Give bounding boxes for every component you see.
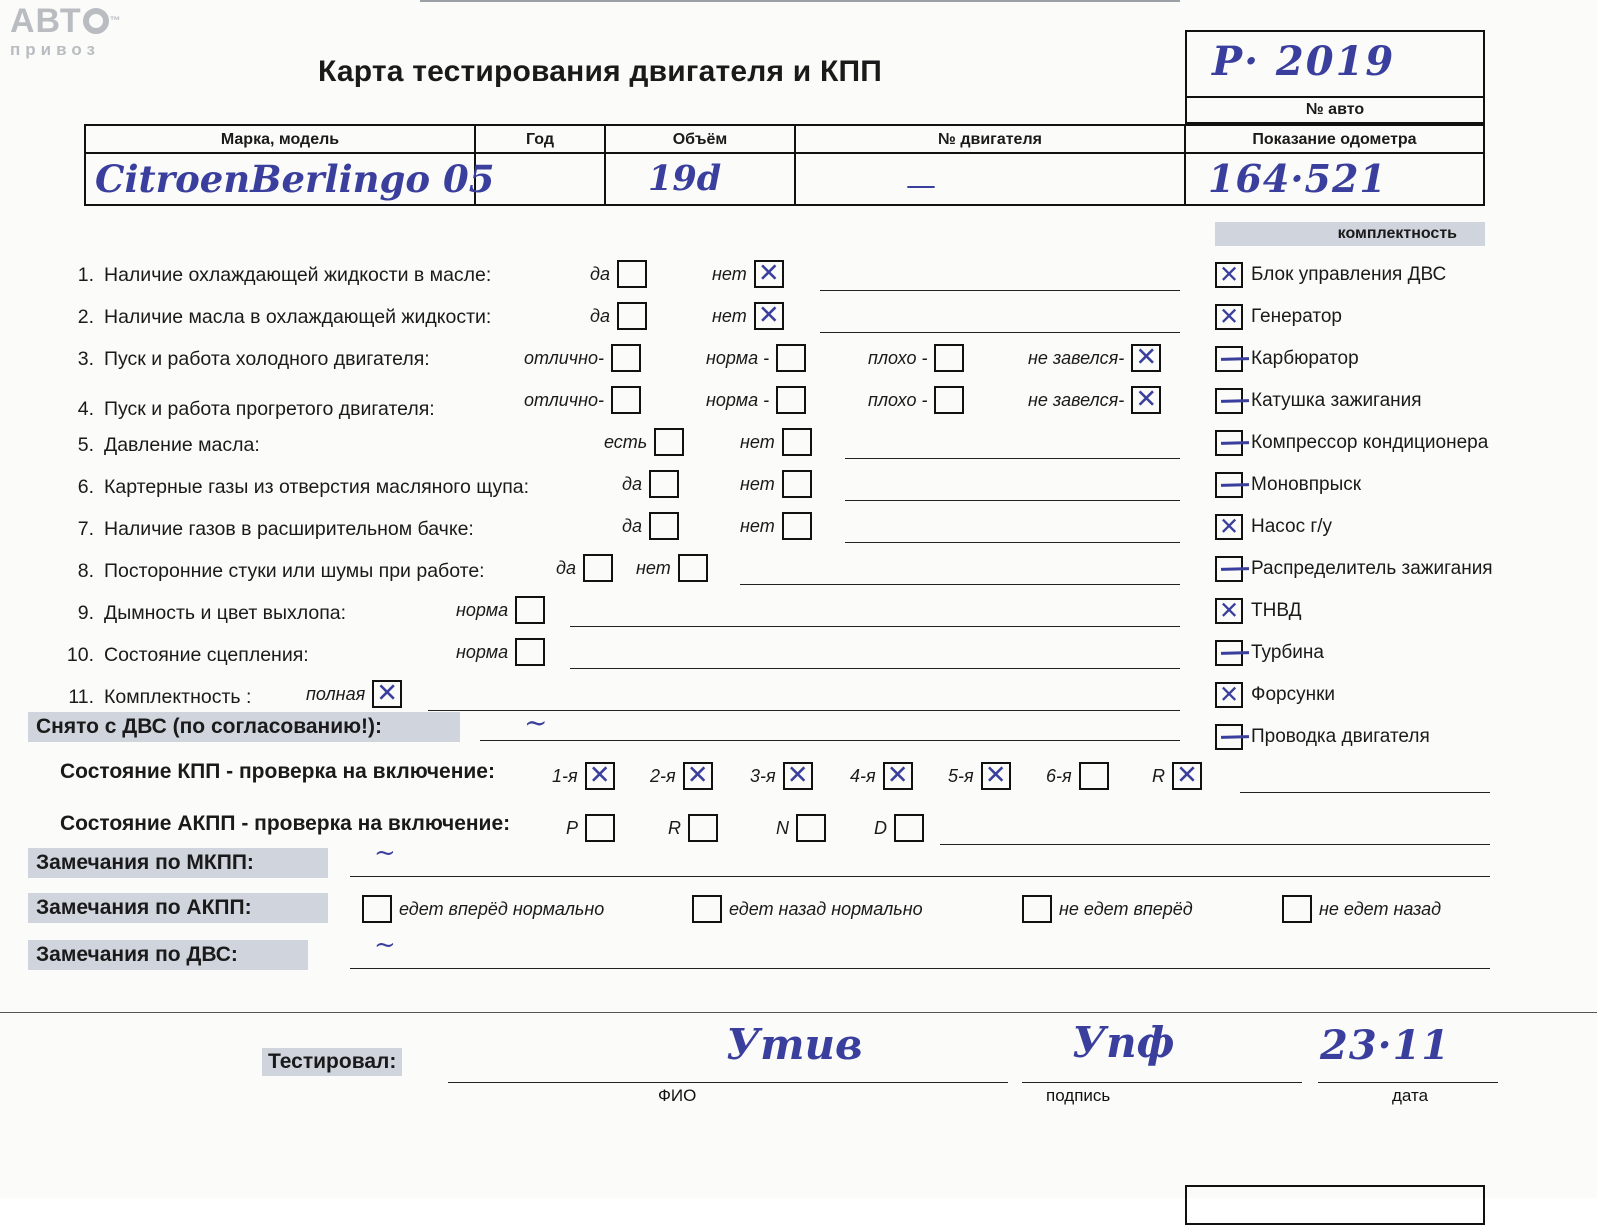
komplektnost-title: комплектность <box>1215 222 1485 246</box>
gear-r-label: R <box>1152 765 1165 786</box>
question-5 <box>60 428 260 462</box>
akpp-note-1-checkbox[interactable] <box>692 895 722 923</box>
akpp-note-0-label: едет вперёд нормально <box>399 898 605 919</box>
header-cell-year <box>476 126 606 204</box>
q3-option-bad[interactable] <box>868 344 964 372</box>
gear-3-checkbox[interactable] <box>783 762 813 790</box>
question-5-label: Давление масла: <box>104 433 260 456</box>
q5-option-no[interactable] <box>740 428 812 456</box>
komplektnost-checkbox-11[interactable] <box>1215 724 1243 750</box>
q7-no-label: нет <box>740 515 775 536</box>
akpp-note-3[interactable] <box>1282 895 1441 923</box>
q6-option-no[interactable] <box>740 470 812 498</box>
q8-yes-checkbox[interactable] <box>583 554 613 582</box>
question-2 <box>60 300 491 334</box>
q7-write-line <box>845 542 1180 543</box>
q4-bad-label: плохо - <box>868 389 928 410</box>
komplektnost-item-1[interactable] <box>1215 302 1342 332</box>
q11-full-label: полная <box>306 683 366 704</box>
question-7-label: Наличие газов в расширительном бачке: <box>104 517 474 540</box>
komplektnost-item-2[interactable] <box>1215 344 1359 374</box>
section-zam-mkpp-label: Замечания по МКПП: <box>28 848 328 878</box>
q2-yes-checkbox[interactable] <box>617 302 647 330</box>
q7-option-yes[interactable] <box>622 512 679 540</box>
question-8-number: 8. <box>77 559 94 582</box>
question-9-label: Дымность и цвет выхлопа: <box>104 601 347 624</box>
komplektnost-checkbox-0[interactable] <box>1215 262 1243 288</box>
komplektnost-checkbox-10[interactable] <box>1215 682 1243 708</box>
snyato-handwritten-mark: ~ <box>524 706 548 739</box>
akpp-r[interactable] <box>668 814 718 842</box>
kpp-write-line <box>1240 792 1490 793</box>
q4-excellent-label: отлично- <box>524 389 604 410</box>
top-rule <box>420 0 1180 2</box>
question-1-label: Наличие охлаждающей жидкости в масле: <box>104 263 492 286</box>
q5-option-yes[interactable] <box>604 428 684 456</box>
gear-1-label: 1-я <box>552 765 578 786</box>
komplektnost-checkbox-9[interactable] <box>1215 640 1243 666</box>
q3-nostart-checkbox[interactable] <box>1131 344 1161 372</box>
q4-option-normal[interactable] <box>706 386 806 414</box>
fio-caption: ФИО <box>658 1086 697 1105</box>
q4-bad-checkbox[interactable] <box>934 386 964 414</box>
logo-ring-icon <box>83 8 109 34</box>
gear-2[interactable] <box>650 762 713 790</box>
date-value: 23·11 <box>1320 1022 1451 1069</box>
q8-no-label: нет <box>636 557 671 578</box>
komplektnost-item-8[interactable] <box>1215 596 1301 626</box>
akpp-d-label: D <box>874 817 887 838</box>
komplektnost-label-1: Генератор <box>1251 306 1342 327</box>
q4-nostart-label: не завелся- <box>1028 389 1125 410</box>
akpp-note-2[interactable] <box>1022 895 1193 923</box>
tested-by-label: Тестировал: <box>262 1048 402 1076</box>
fio-write-line <box>448 1082 1008 1083</box>
q1-yes-checkbox[interactable] <box>617 260 647 288</box>
q2-no-label: нет <box>712 305 747 326</box>
value-volume: 19d <box>648 158 722 199</box>
q9-option-normal[interactable] <box>456 596 545 624</box>
q5-no-checkbox[interactable] <box>782 428 812 456</box>
gear-6-checkbox[interactable] <box>1079 762 1109 790</box>
akpp-d-checkbox[interactable] <box>894 814 924 842</box>
komplektnost-label-5: Моновпрыск <box>1251 474 1362 495</box>
q10-option-normal[interactable] <box>456 638 545 666</box>
q7-yes-checkbox[interactable] <box>649 512 679 540</box>
question-11-number: 11. <box>68 685 94 708</box>
komplektnost-checkbox-6[interactable] <box>1215 514 1243 540</box>
q8-option-yes[interactable] <box>556 554 613 582</box>
akpp-write-line <box>940 844 1490 845</box>
q6-write-line <box>845 500 1180 501</box>
q4-option-nostart[interactable] <box>1028 386 1161 414</box>
zam-mkpp-write-line <box>350 876 1490 877</box>
header-col-volume: Объём <box>606 126 794 154</box>
akpp-n-label: N <box>776 817 789 838</box>
q8-yes-label: да <box>556 557 576 578</box>
question-6 <box>60 470 529 504</box>
q4-option-bad[interactable] <box>868 386 964 414</box>
header-val-engine-no <box>796 154 1184 204</box>
q6-no-checkbox[interactable] <box>782 470 812 498</box>
date-caption: дата <box>1392 1086 1429 1105</box>
komplektnost-item-3[interactable] <box>1215 386 1422 416</box>
gear-4[interactable] <box>850 762 913 790</box>
komplektnost-label-7: Распределитель зажигания <box>1251 558 1493 579</box>
akpp-note-1[interactable] <box>692 895 923 923</box>
bottom-box <box>1185 1185 1485 1225</box>
q4-excellent-checkbox[interactable] <box>611 386 641 414</box>
q3-bad-label: плохо - <box>868 347 928 368</box>
q8-no-checkbox[interactable] <box>678 554 708 582</box>
q3-option-nostart[interactable] <box>1028 344 1161 372</box>
question-3 <box>60 342 430 376</box>
header-col-odometer: Показание одометра <box>1186 126 1483 154</box>
avtoprivoz-logo <box>10 4 160 66</box>
q3-nostart-label: не завелся- <box>1028 347 1125 368</box>
question-10-number: 10. <box>66 643 94 666</box>
q1-write-line <box>820 290 1180 291</box>
q7-option-no[interactable] <box>740 512 812 540</box>
akpp-r-label: R <box>668 817 681 838</box>
question-4-number: 4. <box>77 397 94 420</box>
zam-mkpp-handwritten-mark: ~ <box>374 838 396 868</box>
q5-yes-label: есть <box>604 431 648 452</box>
q2-option-yes[interactable] <box>590 302 647 330</box>
signature-value: Упф <box>1072 1018 1175 1067</box>
question-8-label: Посторонние стуки или шумы при работе: <box>104 559 485 582</box>
question-9 <box>60 596 346 630</box>
plate-number-label: № авто <box>1185 98 1485 124</box>
logo-line2: привоз <box>10 40 100 59</box>
komplektnost-label-11: Проводка двигателя <box>1251 726 1430 747</box>
q6-yes-label: да <box>622 473 642 494</box>
gear-5-label: 5-я <box>948 765 974 786</box>
gear-4-checkbox[interactable] <box>883 762 913 790</box>
question-3-label: Пуск и работа холодного двигателя: <box>104 347 430 370</box>
q9-normal-label: норма <box>456 599 509 620</box>
gear-6[interactable] <box>1046 762 1109 790</box>
question-9-number: 9. <box>77 601 94 624</box>
komplektnost-item-10[interactable] <box>1215 680 1335 710</box>
logo-text-avt: АВТ <box>10 2 82 40</box>
q1-option-yes[interactable] <box>590 260 647 288</box>
akpp-r-checkbox[interactable] <box>688 814 718 842</box>
gear-2-checkbox[interactable] <box>683 762 713 790</box>
gear-1[interactable] <box>552 762 615 790</box>
komplektnost-label-10: Форсунки <box>1251 684 1335 705</box>
komplektnost-checkbox-8[interactable] <box>1215 598 1243 624</box>
komplektnost-checkbox-1[interactable] <box>1215 304 1243 330</box>
q5-write-line <box>845 458 1180 459</box>
header-col-year: Год <box>476 126 604 154</box>
question-10 <box>60 638 309 672</box>
question-1 <box>60 258 491 292</box>
date-write-line <box>1318 1082 1498 1083</box>
q6-yes-checkbox[interactable] <box>649 470 679 498</box>
gear-r[interactable] <box>1152 762 1202 790</box>
gear-5[interactable] <box>948 762 1011 790</box>
question-6-label: Картерные газы из отверстия масляного щупа: <box>104 475 530 498</box>
question-6-number: 6. <box>77 475 94 498</box>
gear-3-label: 3-я <box>750 765 776 786</box>
q1-yes-label: да <box>590 263 610 284</box>
q4-normal-checkbox[interactable] <box>776 386 806 414</box>
q3-option-normal[interactable] <box>706 344 806 372</box>
akpp-note-2-checkbox[interactable] <box>1022 895 1052 923</box>
komplektnost-checkbox-4[interactable] <box>1215 430 1243 456</box>
question-5-number: 5. <box>77 433 94 456</box>
q7-no-checkbox[interactable] <box>782 512 812 540</box>
komplektnost-label-8: ТНВД <box>1251 600 1302 621</box>
q3-normal-checkbox[interactable] <box>776 344 806 372</box>
akpp-p[interactable] <box>566 814 615 842</box>
komplektnost-item-6[interactable] <box>1215 512 1332 542</box>
question-10-label: Состояние сцепления: <box>104 643 309 666</box>
gear-3[interactable] <box>750 762 813 790</box>
question-3-number: 3. <box>77 347 94 370</box>
komplektnost-checkbox-3[interactable] <box>1215 388 1243 414</box>
section-zam-akpp-label: Замечания по АКПП: <box>28 893 328 923</box>
question-4 <box>60 392 435 426</box>
komplektnost-label-9: Турбина <box>1251 642 1324 663</box>
komplektnost-checkbox-7[interactable] <box>1215 556 1243 582</box>
header-col-engine-no: № двигателя <box>796 126 1184 154</box>
akpp-note-1-label: едет назад нормально <box>729 898 923 919</box>
q4-normal-label: норма - <box>706 389 770 410</box>
signature-caption: подпись <box>1046 1086 1111 1105</box>
gear-4-label: 4-я <box>850 765 876 786</box>
gear-6-label: 6-я <box>1046 765 1072 786</box>
komplektnost-label-0: Блок управления ДВС <box>1251 264 1447 285</box>
plate-number-value: Р· 2019 <box>1212 38 1396 85</box>
q5-no-label: нет <box>740 431 775 452</box>
zam-dvs-handwritten-mark: ~ <box>374 930 396 960</box>
q4-option-excellent[interactable] <box>524 386 641 414</box>
komplektnost-item-5[interactable] <box>1215 470 1361 500</box>
q2-no-checkbox[interactable] <box>754 302 784 330</box>
question-1-number: 1. <box>77 263 94 286</box>
question-2-number: 2. <box>77 305 94 328</box>
komplektnost-item-7[interactable] <box>1215 554 1493 584</box>
header-cell-engine-no <box>796 126 1186 204</box>
q10-normal-label: норма <box>456 641 509 662</box>
q3-normal-label: норма - <box>706 347 770 368</box>
q9-normal-checkbox[interactable] <box>515 596 545 624</box>
q3-excellent-label: отлично- <box>524 347 604 368</box>
komplektnost-item-11[interactable] <box>1215 722 1430 752</box>
gear-2-label: 2-я <box>650 765 676 786</box>
q10-normal-checkbox[interactable] <box>515 638 545 666</box>
question-11 <box>60 680 251 714</box>
q3-option-excellent[interactable] <box>524 344 641 372</box>
akpp-note-0-checkbox[interactable] <box>362 895 392 923</box>
akpp-n-checkbox[interactable] <box>796 814 826 842</box>
komplektnost-label-3: Катушка зажигания <box>1251 390 1422 411</box>
question-4-label: Пуск и работа прогретого двигателя: <box>104 397 435 420</box>
komplektnost-item-9[interactable] <box>1215 638 1324 668</box>
q8-option-no[interactable] <box>636 554 708 582</box>
akpp-note-3-checkbox[interactable] <box>1282 895 1312 923</box>
q2-option-no[interactable] <box>712 302 784 330</box>
akpp-note-0[interactable] <box>362 895 604 923</box>
q10-write-line <box>570 668 1180 669</box>
akpp-note-2-label: не едет вперёд <box>1059 898 1193 919</box>
q1-option-no[interactable] <box>712 260 784 288</box>
gear-r-checkbox[interactable] <box>1172 762 1202 790</box>
value-mark-model: CitroenBerlingo 05 <box>95 157 495 201</box>
akpp-p-label: P <box>566 817 579 838</box>
q5-yes-checkbox[interactable] <box>654 428 684 456</box>
signature-write-line <box>1022 1082 1302 1083</box>
gear-5-checkbox[interactable] <box>981 762 1011 790</box>
akpp-n[interactable] <box>776 814 826 842</box>
snyato-write-line <box>480 740 1180 741</box>
komplektnost-checkbox-2[interactable] <box>1215 346 1243 372</box>
question-11-label: Комплектность : <box>104 685 252 708</box>
q7-yes-label: да <box>622 515 642 536</box>
gear-1-checkbox[interactable] <box>585 762 615 790</box>
logo-tm: ™ <box>109 15 122 27</box>
q8-write-line <box>740 584 1180 585</box>
section-kpp-label: Состояние КПП - проверка на включение: <box>60 760 495 783</box>
q11-full-checkbox[interactable] <box>372 680 402 708</box>
komplektnost-label-4: Компрессор кондиционера <box>1251 432 1489 453</box>
q3-bad-checkbox[interactable] <box>934 344 964 372</box>
akpp-d[interactable] <box>874 814 924 842</box>
value-engine-no: — <box>906 168 936 203</box>
akpp-note-3-label: не едет назад <box>1319 898 1442 919</box>
fio-value: Утив <box>726 1020 863 1069</box>
section-akpp-label: Состояние АКПП - проверка на включение: <box>60 812 511 835</box>
q3-excellent-checkbox[interactable] <box>611 344 641 372</box>
q1-no-label: нет <box>712 263 747 284</box>
header-col-mark: Марка, модель <box>86 126 474 154</box>
komplektnost-label-2: Карбюратор <box>1251 348 1359 369</box>
q1-no-checkbox[interactable] <box>754 260 784 288</box>
question-7-number: 7. <box>77 517 94 540</box>
q11-option-full[interactable] <box>306 680 402 708</box>
akpp-p-checkbox[interactable] <box>585 814 615 842</box>
zam-dvs-write-line <box>350 968 1490 969</box>
q6-no-label: нет <box>740 473 775 494</box>
question-8 <box>60 554 485 588</box>
question-2-label: Наличие масла в охлаждающей жидкости: <box>104 305 492 328</box>
value-odometer: 164·521 <box>1208 156 1387 201</box>
komplektnost-checkbox-5[interactable] <box>1215 472 1243 498</box>
q9-write-line <box>570 626 1180 627</box>
question-7 <box>60 512 474 546</box>
q6-option-yes[interactable] <box>622 470 679 498</box>
komplektnost-label-6: Насос г/у <box>1251 516 1333 537</box>
komplektnost-item-4[interactable] <box>1215 428 1488 458</box>
logo-line1 <box>10 4 160 38</box>
q2-yes-label: да <box>590 305 610 326</box>
section-snyato-label: Снято с ДВС (по согласованию!): <box>28 712 460 742</box>
page-title: Карта тестирования двигателя и КПП <box>318 55 882 88</box>
header-val-year <box>476 154 604 204</box>
q2-write-line <box>820 332 1180 333</box>
section-zam-dvs-label: Замечания по ДВС: <box>28 940 308 970</box>
q4-nostart-checkbox[interactable] <box>1131 386 1161 414</box>
komplektnost-item-0[interactable] <box>1215 260 1446 290</box>
